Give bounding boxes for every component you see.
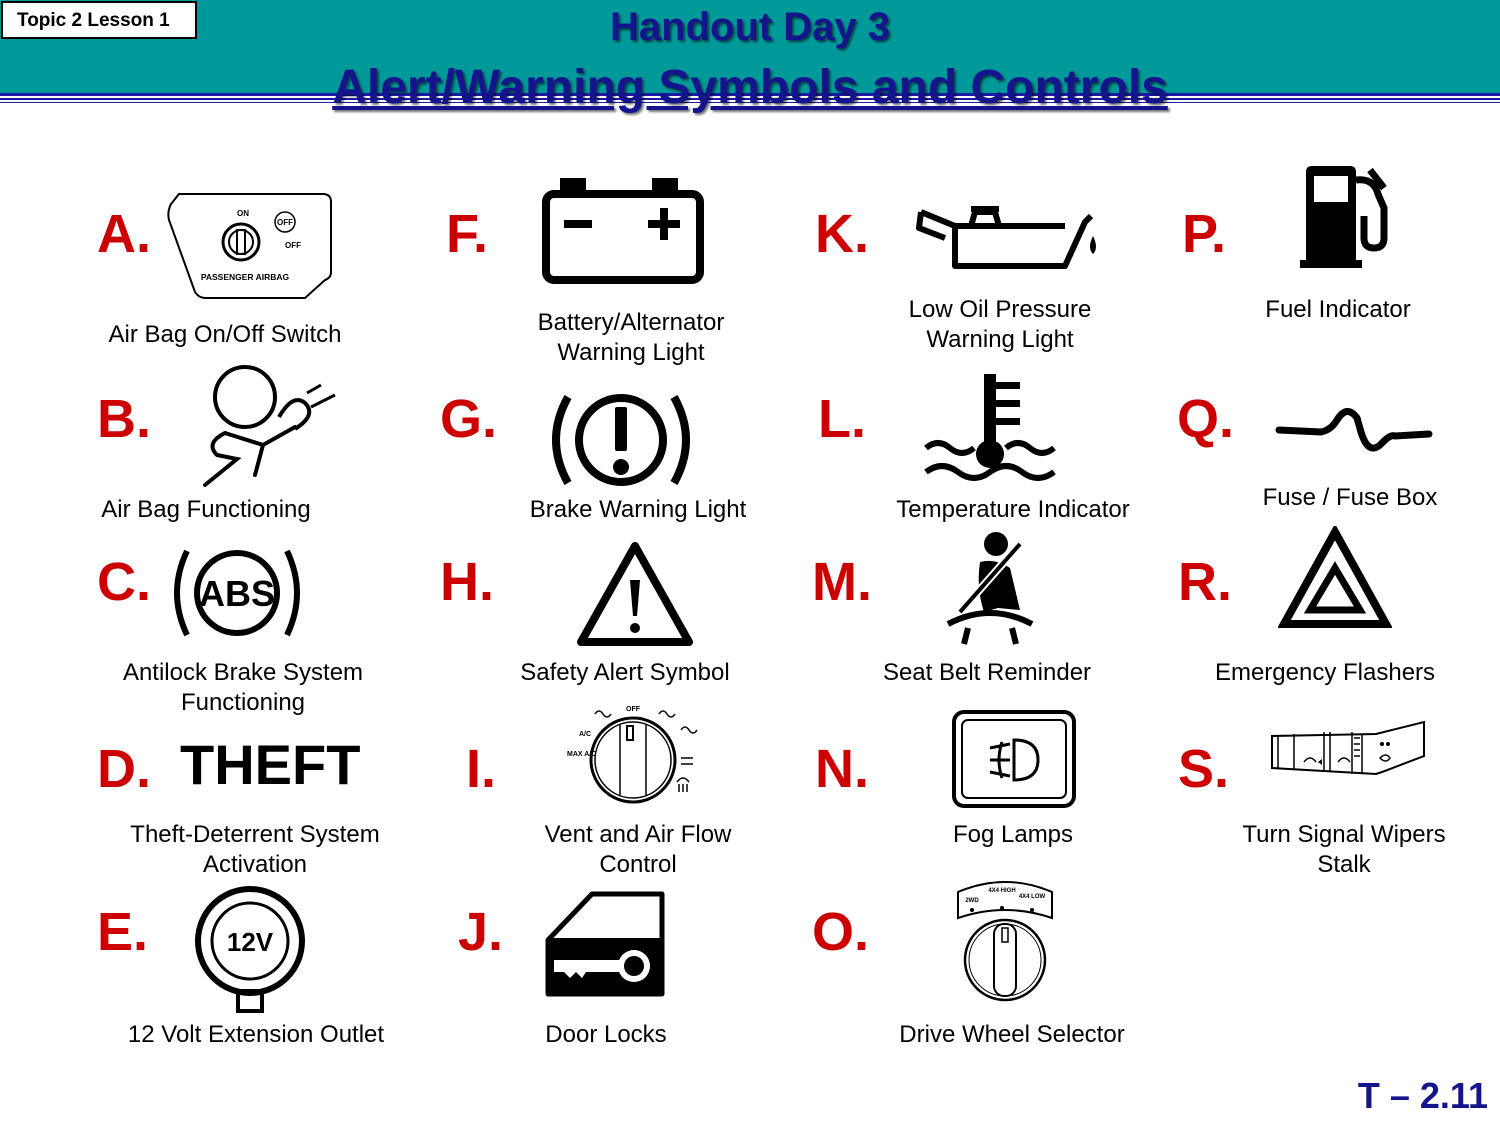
door-lock-icon [542, 890, 668, 1000]
item-caption-q: Fuse / Fuse Box [1262, 484, 1438, 511]
switch-off-label: OFF [277, 218, 293, 227]
fuel-pump-icon [1298, 164, 1398, 270]
item-letter-l: L. [818, 389, 866, 449]
item-caption-g: Brake Warning Light [529, 496, 747, 523]
oil-can-icon [915, 200, 1101, 272]
selector-2wd-label: 2WD [965, 898, 979, 904]
item-letter-s: S. [1178, 739, 1230, 799]
item-caption-n: Fog Lamps [952, 821, 1074, 848]
item-caption-e: 12 Volt Extension Outlet [127, 1021, 385, 1048]
item-caption-c: Antilock Brake System Functioning [122, 659, 364, 716]
item-letter-m: M. [812, 552, 872, 612]
item-letter-h: H. [440, 552, 494, 612]
item-letter-n: N. [815, 739, 869, 799]
dial-max-ac-label: MAX A/C [567, 751, 597, 758]
dial-ac-label: A/C [579, 731, 592, 738]
item-caption-d: Theft-Deterrent System Activation [130, 821, 380, 878]
item-caption-j: Door Locks [545, 1021, 667, 1048]
item-letter-e: E. [97, 902, 149, 962]
item-letter-p: P. [1182, 204, 1227, 264]
switch-passenger-label: PASSENGER AIRBAG [200, 272, 290, 282]
brake-warning-icon [550, 385, 692, 495]
item-letter-g: G. [440, 389, 498, 449]
theft-label: THEFT [180, 733, 361, 796]
item-letter-d: D. [97, 739, 151, 799]
item-letter-j: J. [458, 902, 504, 962]
drive-selector-icon [952, 878, 1058, 1004]
item-caption-o: Drive Wheel Selector [899, 1021, 1125, 1048]
dial-off-label: OFF [626, 706, 640, 713]
item-caption-k: Low Oil Pressure Warning Light [908, 296, 1092, 353]
item-caption-i: Vent and Air Flow Control [544, 821, 732, 878]
item-caption-b: Air Bag Functioning [101, 496, 311, 523]
power-outlet-icon [188, 885, 312, 1015]
item-caption-f: Battery/Alternator Warning Light [537, 309, 725, 366]
page-number: T – 2.11 [1357, 1075, 1488, 1116]
safety-alert-icon [575, 540, 695, 648]
item-caption-a: Air Bag On/Off Switch [108, 321, 342, 348]
selector-high-label: 4X4 HIGH [988, 888, 1016, 894]
coolant-temp-icon [920, 372, 1070, 487]
selector-low-label: 4X4 LOW [1018, 894, 1046, 900]
item-caption-p: Fuel Indicator [1265, 296, 1411, 323]
12v-label: 12V [226, 927, 274, 957]
item-letter-i: I. [466, 739, 497, 799]
page-subtitle: Alert/Warning Symbols and Controls [332, 61, 1168, 114]
item-letter-o: O. [812, 902, 870, 962]
fog-lamp-icon [950, 708, 1078, 810]
item-caption-r: Emergency Flashers [1214, 659, 1436, 686]
seatbelt-icon [940, 528, 1040, 646]
item-letter-f: F. [446, 204, 489, 264]
hazard-icon [1278, 526, 1392, 628]
item-letter-b: B. [97, 389, 151, 449]
item-letter-k: K. [815, 204, 869, 264]
topic-label: Topic 2 Lesson 1 [1, 1, 197, 39]
item-letter-q: Q. [1177, 389, 1235, 449]
item-caption-l: Temperature Indicator [896, 496, 1130, 523]
airbag-person-icon [195, 363, 345, 491]
turn-signal-stalk-icon [1266, 712, 1430, 786]
page-title: Handout Day 3 [609, 5, 891, 49]
abs-icon [165, 543, 310, 643]
item-caption-s: Turn Signal Wipers Stalk [1242, 821, 1446, 878]
airbag-switch-icon [165, 190, 335, 302]
item-letter-a: A. [97, 204, 151, 264]
abs-label: ABS [198, 573, 276, 614]
item-letter-c: C. [97, 552, 151, 612]
vent-dial-icon [565, 700, 707, 804]
battery-icon [540, 176, 706, 284]
item-letter-r: R. [1178, 552, 1232, 612]
item-caption-m: Seat Belt Reminder [882, 659, 1092, 686]
item-caption-h: Safety Alert Symbol [520, 659, 730, 686]
fuse-icon [1275, 400, 1435, 460]
switch-off-label: OFF [285, 241, 301, 250]
switch-on-label: ON [237, 209, 249, 218]
